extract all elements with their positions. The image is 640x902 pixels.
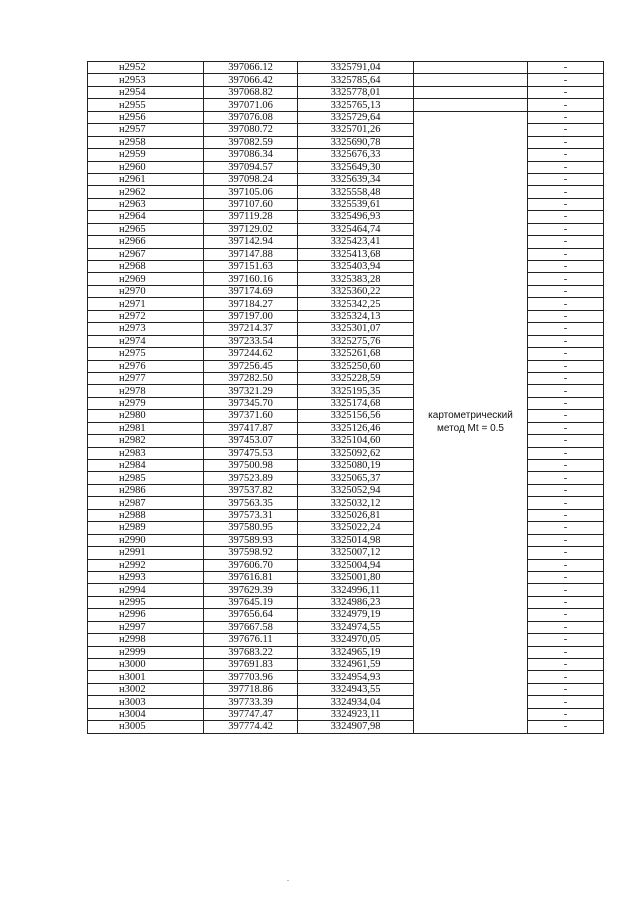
- point-name-cell: н2958: [88, 136, 204, 148]
- note-cell: -: [528, 460, 604, 472]
- note-cell: -: [528, 659, 604, 671]
- point-name-cell: н2978: [88, 385, 204, 397]
- point-name-cell: н2994: [88, 584, 204, 596]
- note-cell: -: [528, 708, 604, 720]
- point-name-cell: н2997: [88, 621, 204, 633]
- x-coordinate-cell: 397105.06: [204, 186, 298, 198]
- note-cell: -: [528, 86, 604, 98]
- y-coordinate-cell: 3324996,11: [298, 584, 414, 596]
- method-empty-cell: [414, 74, 528, 86]
- note-cell: -: [528, 596, 604, 608]
- point-name-cell: н2984: [88, 460, 204, 472]
- x-coordinate-cell: 397500.98: [204, 460, 298, 472]
- y-coordinate-cell: 3325403,94: [298, 261, 414, 273]
- x-coordinate-cell: 397645.19: [204, 596, 298, 608]
- note-cell: -: [528, 547, 604, 559]
- note-cell: -: [528, 410, 604, 422]
- point-name-cell: н2955: [88, 99, 204, 111]
- y-coordinate-cell: 3325228,59: [298, 372, 414, 384]
- y-coordinate-cell: 3324934,04: [298, 696, 414, 708]
- x-coordinate-cell: 397068.82: [204, 86, 298, 98]
- note-cell: -: [528, 198, 604, 210]
- point-name-cell: н2961: [88, 173, 204, 185]
- note-cell: -: [528, 124, 604, 136]
- method-empty-cell: [414, 99, 528, 111]
- x-coordinate-cell: 397683.22: [204, 646, 298, 658]
- point-name-cell: н2986: [88, 484, 204, 496]
- x-coordinate-cell: 397676.11: [204, 634, 298, 646]
- y-coordinate-cell: 3325261,68: [298, 348, 414, 360]
- x-coordinate-cell: 397629.39: [204, 584, 298, 596]
- y-coordinate-cell: 3325778,01: [298, 86, 414, 98]
- method-empty-cell: [414, 86, 528, 98]
- point-name-cell: н2966: [88, 236, 204, 248]
- y-coordinate-cell: 3324923,11: [298, 708, 414, 720]
- x-coordinate-cell: 397098.24: [204, 173, 298, 185]
- note-cell: -: [528, 683, 604, 695]
- note-cell: -: [528, 149, 604, 161]
- point-name-cell: н2954: [88, 86, 204, 98]
- y-coordinate-cell: 3325007,12: [298, 547, 414, 559]
- note-cell: -: [528, 236, 604, 248]
- point-name-cell: н2988: [88, 509, 204, 521]
- x-coordinate-cell: 397718.86: [204, 683, 298, 695]
- y-coordinate-cell: 3325701,26: [298, 124, 414, 136]
- x-coordinate-cell: 397774.42: [204, 721, 298, 733]
- point-name-cell: н3003: [88, 696, 204, 708]
- y-coordinate-cell: 3325250,60: [298, 360, 414, 372]
- point-name-cell: н2975: [88, 348, 204, 360]
- y-coordinate-cell: 3325785,64: [298, 74, 414, 86]
- y-coordinate-cell: 3325649,30: [298, 161, 414, 173]
- x-coordinate-cell: 397080.72: [204, 124, 298, 136]
- x-coordinate-cell: 397071.06: [204, 99, 298, 111]
- y-coordinate-cell: 3324986,23: [298, 596, 414, 608]
- x-coordinate-cell: 397066.12: [204, 62, 298, 74]
- point-name-cell: н2959: [88, 149, 204, 161]
- x-coordinate-cell: 397233.54: [204, 335, 298, 347]
- y-coordinate-cell: 3324961,59: [298, 659, 414, 671]
- point-name-cell: н2992: [88, 559, 204, 571]
- point-name-cell: н2973: [88, 323, 204, 335]
- x-coordinate-cell: 397598.92: [204, 547, 298, 559]
- point-name-cell: н2952: [88, 62, 204, 74]
- y-coordinate-cell: 3325001,80: [298, 571, 414, 583]
- point-name-cell: н2969: [88, 273, 204, 285]
- note-cell: -: [528, 136, 604, 148]
- y-coordinate-cell: 3325080,19: [298, 460, 414, 472]
- note-cell: -: [528, 273, 604, 285]
- y-coordinate-cell: 3325360,22: [298, 285, 414, 297]
- x-coordinate-cell: 397563.35: [204, 497, 298, 509]
- note-cell: -: [528, 372, 604, 384]
- note-cell: -: [528, 447, 604, 459]
- point-name-cell: н3004: [88, 708, 204, 720]
- note-cell: -: [528, 173, 604, 185]
- x-coordinate-cell: 397523.89: [204, 472, 298, 484]
- scan-speck: [287, 880, 289, 881]
- point-name-cell: н2999: [88, 646, 204, 658]
- note-cell: -: [528, 211, 604, 223]
- note-cell: -: [528, 335, 604, 347]
- table-row: [88, 86, 604, 98]
- point-name-cell: н3000: [88, 659, 204, 671]
- y-coordinate-cell: 3325104,60: [298, 435, 414, 447]
- note-cell: -: [528, 62, 604, 74]
- y-coordinate-cell: 3324965,19: [298, 646, 414, 658]
- x-coordinate-cell: 397129.02: [204, 223, 298, 235]
- y-coordinate-cell: 3325032,12: [298, 497, 414, 509]
- y-coordinate-cell: 3325324,13: [298, 310, 414, 322]
- point-name-cell: н2995: [88, 596, 204, 608]
- coordinates-table: [87, 61, 604, 734]
- note-cell: -: [528, 285, 604, 297]
- y-coordinate-cell: 3325092,62: [298, 447, 414, 459]
- note-cell: -: [528, 559, 604, 571]
- y-coordinate-cell: 3324974,55: [298, 621, 414, 633]
- x-coordinate-cell: 397076.08: [204, 111, 298, 123]
- table-row: [88, 62, 604, 74]
- point-name-cell: н2979: [88, 397, 204, 409]
- x-coordinate-cell: 397573.31: [204, 509, 298, 521]
- point-name-cell: н3001: [88, 671, 204, 683]
- x-coordinate-cell: 397160.16: [204, 273, 298, 285]
- point-name-cell: н2996: [88, 609, 204, 621]
- x-coordinate-cell: 397066.42: [204, 74, 298, 86]
- x-coordinate-cell: 397321.29: [204, 385, 298, 397]
- note-cell: -: [528, 74, 604, 86]
- point-name-cell: н2993: [88, 571, 204, 583]
- point-name-cell: н2976: [88, 360, 204, 372]
- x-coordinate-cell: 397703.96: [204, 671, 298, 683]
- point-name-cell: н2971: [88, 298, 204, 310]
- x-coordinate-cell: 397475.53: [204, 447, 298, 459]
- point-name-cell: н2980: [88, 410, 204, 422]
- y-coordinate-cell: 3325174,68: [298, 397, 414, 409]
- note-cell: -: [528, 472, 604, 484]
- y-coordinate-cell: 3325729,64: [298, 111, 414, 123]
- point-name-cell: н2962: [88, 186, 204, 198]
- note-cell: -: [528, 385, 604, 397]
- y-coordinate-cell: 3325765,13: [298, 99, 414, 111]
- y-coordinate-cell: 3324979,19: [298, 609, 414, 621]
- y-coordinate-cell: 3325301,07: [298, 323, 414, 335]
- note-cell: -: [528, 111, 604, 123]
- note-cell: -: [528, 584, 604, 596]
- y-coordinate-cell: 3325639,34: [298, 173, 414, 185]
- table-row: [88, 99, 604, 111]
- point-name-cell: н2970: [88, 285, 204, 297]
- note-cell: -: [528, 298, 604, 310]
- note-cell: -: [528, 484, 604, 496]
- y-coordinate-cell: 3325022,24: [298, 522, 414, 534]
- y-coordinate-cell: 3325195,35: [298, 385, 414, 397]
- y-coordinate-cell: 3325342,25: [298, 298, 414, 310]
- x-coordinate-cell: 397747.47: [204, 708, 298, 720]
- coordinates-table-body: [88, 62, 604, 734]
- note-cell: -: [528, 721, 604, 733]
- x-coordinate-cell: 397667.58: [204, 621, 298, 633]
- y-coordinate-cell: 3325791,04: [298, 62, 414, 74]
- y-coordinate-cell: 3325423,41: [298, 236, 414, 248]
- x-coordinate-cell: 397214.37: [204, 323, 298, 335]
- x-coordinate-cell: 397371.60: [204, 410, 298, 422]
- note-cell: -: [528, 646, 604, 658]
- y-coordinate-cell: 3324907,98: [298, 721, 414, 733]
- note-cell: -: [528, 397, 604, 409]
- table-row: [88, 111, 604, 123]
- note-cell: -: [528, 696, 604, 708]
- y-coordinate-cell: 3324970,05: [298, 634, 414, 646]
- x-coordinate-cell: 397174.69: [204, 285, 298, 297]
- y-coordinate-cell: 3325004,94: [298, 559, 414, 571]
- note-cell: -: [528, 223, 604, 235]
- note-cell: -: [528, 348, 604, 360]
- note-cell: -: [528, 248, 604, 260]
- note-cell: -: [528, 509, 604, 521]
- x-coordinate-cell: 397733.39: [204, 696, 298, 708]
- point-name-cell: н2956: [88, 111, 204, 123]
- x-coordinate-cell: 397345.70: [204, 397, 298, 409]
- note-cell: -: [528, 497, 604, 509]
- x-coordinate-cell: 397142.94: [204, 236, 298, 248]
- note-cell: -: [528, 323, 604, 335]
- note-cell: -: [528, 522, 604, 534]
- note-cell: -: [528, 310, 604, 322]
- table-row: [88, 74, 604, 86]
- y-coordinate-cell: 3325496,93: [298, 211, 414, 223]
- y-coordinate-cell: 3325690,78: [298, 136, 414, 148]
- x-coordinate-cell: 397453.07: [204, 435, 298, 447]
- x-coordinate-cell: 397082.59: [204, 136, 298, 148]
- y-coordinate-cell: 3325014,98: [298, 534, 414, 546]
- y-coordinate-cell: 3325026,81: [298, 509, 414, 521]
- x-coordinate-cell: 397094.57: [204, 161, 298, 173]
- point-name-cell: н2983: [88, 447, 204, 459]
- point-name-cell: н2981: [88, 422, 204, 434]
- x-coordinate-cell: 397197.00: [204, 310, 298, 322]
- note-cell: -: [528, 360, 604, 372]
- x-coordinate-cell: 397119.28: [204, 211, 298, 223]
- y-coordinate-cell: 3325558,48: [298, 186, 414, 198]
- note-cell: -: [528, 634, 604, 646]
- note-cell: -: [528, 621, 604, 633]
- point-name-cell: н2982: [88, 435, 204, 447]
- method-empty-cell: [414, 62, 528, 74]
- y-coordinate-cell: 3325052,94: [298, 484, 414, 496]
- point-name-cell: н2953: [88, 74, 204, 86]
- x-coordinate-cell: 397537.82: [204, 484, 298, 496]
- point-name-cell: н2968: [88, 261, 204, 273]
- x-coordinate-cell: 397606.70: [204, 559, 298, 571]
- note-cell: -: [528, 422, 604, 434]
- note-cell: -: [528, 186, 604, 198]
- y-coordinate-cell: 3325156,56: [298, 410, 414, 422]
- x-coordinate-cell: 397691.83: [204, 659, 298, 671]
- point-name-cell: н2990: [88, 534, 204, 546]
- note-cell: -: [528, 534, 604, 546]
- y-coordinate-cell: 3324954,93: [298, 671, 414, 683]
- point-name-cell: н2991: [88, 547, 204, 559]
- x-coordinate-cell: 397151.63: [204, 261, 298, 273]
- y-coordinate-cell: 3325413,68: [298, 248, 414, 260]
- x-coordinate-cell: 397282.50: [204, 372, 298, 384]
- point-name-cell: н2989: [88, 522, 204, 534]
- note-cell: -: [528, 609, 604, 621]
- y-coordinate-cell: 3325126,46: [298, 422, 414, 434]
- note-cell: -: [528, 435, 604, 447]
- note-cell: -: [528, 261, 604, 273]
- x-coordinate-cell: 397086.34: [204, 149, 298, 161]
- y-coordinate-cell: 3325383,28: [298, 273, 414, 285]
- point-name-cell: н2977: [88, 372, 204, 384]
- y-coordinate-cell: 3325065,37: [298, 472, 414, 484]
- point-name-cell: н2957: [88, 124, 204, 136]
- x-coordinate-cell: 397256.45: [204, 360, 298, 372]
- measurement-method-cell: картометрический метод Mt = 0.5: [414, 111, 528, 733]
- x-coordinate-cell: 397244.62: [204, 348, 298, 360]
- point-name-cell: н2963: [88, 198, 204, 210]
- x-coordinate-cell: 397580.95: [204, 522, 298, 534]
- note-cell: -: [528, 671, 604, 683]
- y-coordinate-cell: 3325464,74: [298, 223, 414, 235]
- point-name-cell: н3005: [88, 721, 204, 733]
- point-name-cell: н2960: [88, 161, 204, 173]
- x-coordinate-cell: 397417.87: [204, 422, 298, 434]
- point-name-cell: н2987: [88, 497, 204, 509]
- y-coordinate-cell: 3325275,76: [298, 335, 414, 347]
- x-coordinate-cell: 397616.81: [204, 571, 298, 583]
- x-coordinate-cell: 397184.27: [204, 298, 298, 310]
- note-cell: -: [528, 571, 604, 583]
- note-cell: -: [528, 161, 604, 173]
- point-name-cell: н2972: [88, 310, 204, 322]
- point-name-cell: н2985: [88, 472, 204, 484]
- point-name-cell: н2998: [88, 634, 204, 646]
- note-cell: -: [528, 99, 604, 111]
- point-name-cell: н2964: [88, 211, 204, 223]
- point-name-cell: н2967: [88, 248, 204, 260]
- y-coordinate-cell: 3325539,61: [298, 198, 414, 210]
- y-coordinate-cell: 3325676,33: [298, 149, 414, 161]
- x-coordinate-cell: 397107.60: [204, 198, 298, 210]
- point-name-cell: н2965: [88, 223, 204, 235]
- x-coordinate-cell: 397656.64: [204, 609, 298, 621]
- x-coordinate-cell: 397147.88: [204, 248, 298, 260]
- point-name-cell: н2974: [88, 335, 204, 347]
- x-coordinate-cell: 397589.93: [204, 534, 298, 546]
- y-coordinate-cell: 3324943,55: [298, 683, 414, 695]
- point-name-cell: н3002: [88, 683, 204, 695]
